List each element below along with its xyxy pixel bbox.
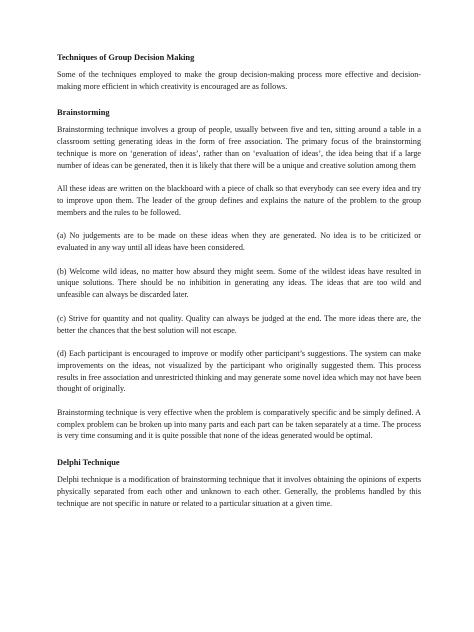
brainstorming-paragraph-2: All these ideas are written on the blackboard with a piece of chalk so that everybody can see every idea and try to improve upon them. The leader of the group defines and explains the nature of the problem to the group members and the rules to be followed. [57,184,421,217]
intro-paragraph: Some of the techniques employed to make the group decision-making process more effective and decision-making more efficient in which creativity is encouraged are as follows. [57,70,421,91]
brainstorming-rule-d: (d) Each participant is encouraged to improve or modify other participant’s suggestions. The system can make improvements on the ideas, not visualized by the participant who originally suggested them. This process results in free association and unrestricted thinking and may generate some novel idea which may not have been thought of originally. [57,349,421,394]
brainstorming-paragraph-1: Brainstorming technique involves a group of people, usually between five and ten, sitting around a table in a classroom setting generating ideas in the form of free association. The primary focus of the brainstorming technique is more on ‘generation of ideas’, rather than on ‘evaluation of ideas’, the idea being that if a large number of ideas can be generated, then it is likely that there will be a unique and creative solution among them [57,125,421,170]
brainstorming-rule-c: (c) Strive for quantity and not quality. Quality can always be judged at the end. The more ideas there are, the better the chances that the best solution will not escape. [57,313,421,335]
delphi-paragraph-1: Delphi technique is a modification of brainstorming technique that it involves obtaining the opinions of experts physically separated from each other and unknown to each other. Generally, the problems handled by this technique are not specific in nature or related to a particular situation at a given time. [57,475,421,508]
brainstorming-rule-b: (b) Welcome wild ideas, no matter how absurd they might seem. Some of the wildest ideas have resulted in unique solutions. There should be no inhibition in generating any ideas. The ideas that are too wild and unfeasible can always be discarded later. [57,266,421,300]
brainstorming-paragraph-summary: Brainstorming technique is very effective when the problem is comparatively specific and be simply defined. A complex problem can be broken up into many parts and each part can be taken separately at a time. The process is very time consuming and it is quite possible that none of the ideas generated would be optimal. [57,408,421,441]
document-title: Techniques of Group Decision Making [57,53,195,62]
section-heading-brainstorming: Brainstorming [57,108,110,118]
brainstorming-rule-a: (a) No judgements are to be made on these ideas when they are generated. No idea is to be criticized or evaluated in any way until all ideas have been considered. [57,231,421,253]
document-body [57,52,421,521]
section-heading-delphi: Delphi Technique [57,458,120,468]
